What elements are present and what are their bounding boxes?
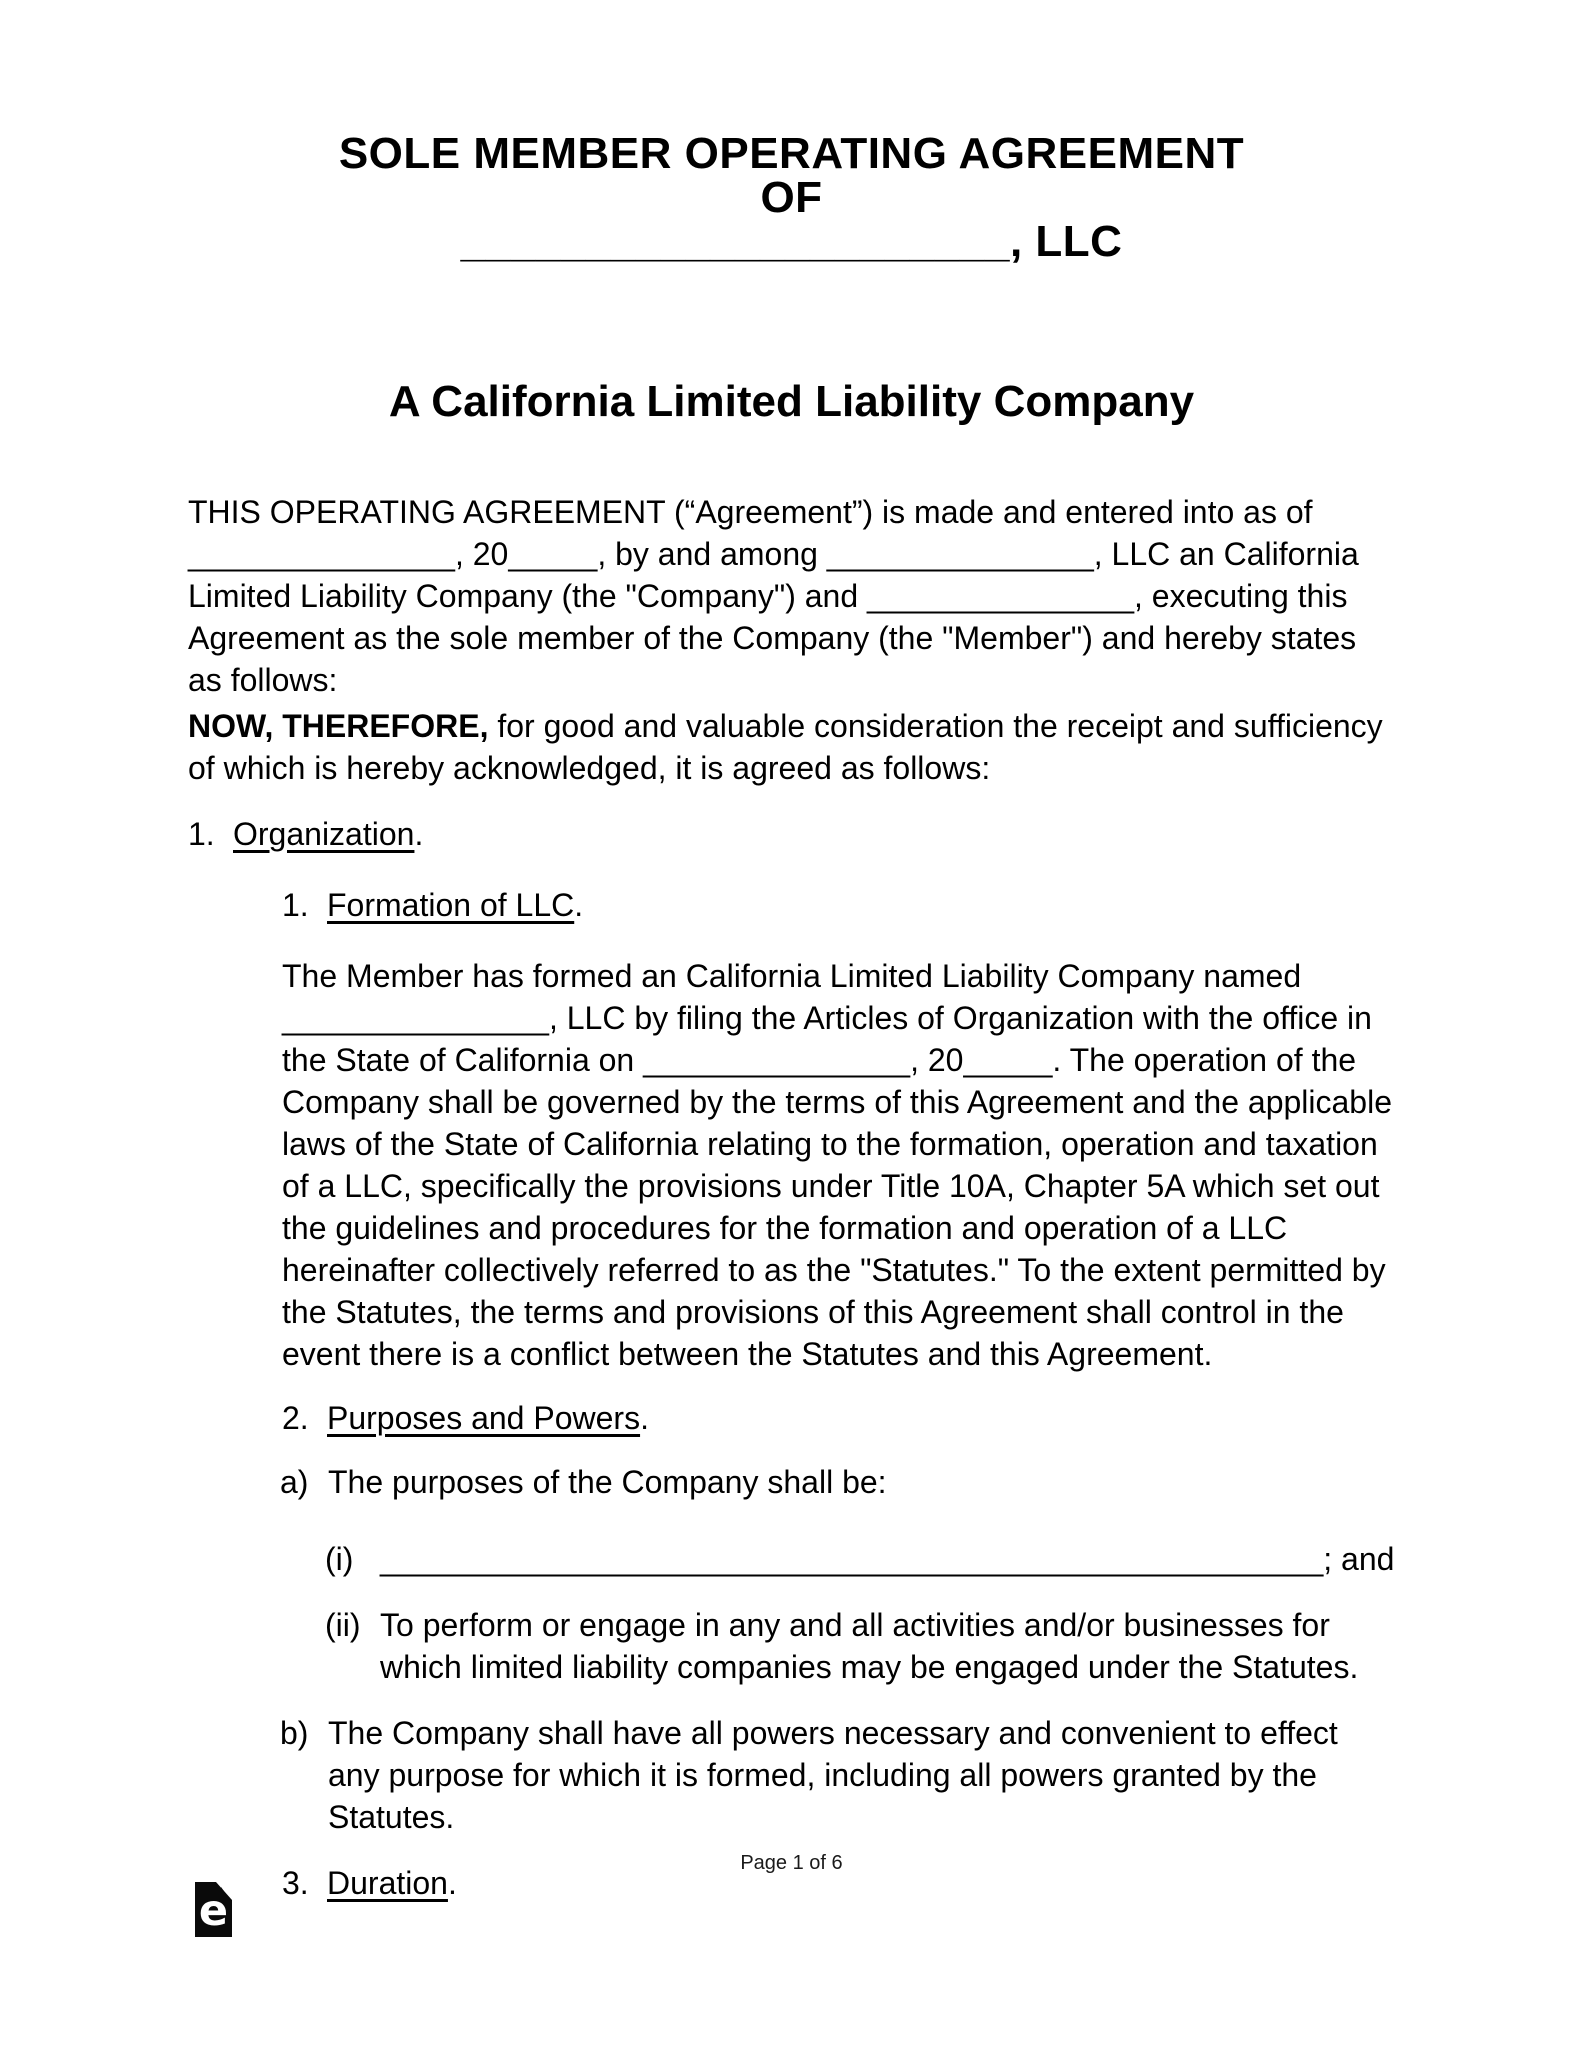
section-organization-period: . — [414, 816, 424, 852]
section-organization-heading: Organization — [233, 816, 415, 852]
subsection-formation-heading: Formation of LLC — [327, 887, 575, 923]
clause-b-marker: b) — [280, 1715, 309, 1751]
page-title — [188, 129, 1395, 266]
document-subtitle: A California Limited Liability Company — [388, 377, 1195, 426]
formation-paragraph: The Member has formed an California Limited Liability Company named _______________, LLC by filing the Articles of Organization with the office in the State of California on _______________, 20_____. The operation of the Company shall be governed by the terms of this Agreement and the applicable laws of the State of California relating to the formation, operation and taxation of a LLC, specifically the provisions under Title 10A, Chapter 5A which set out the guidelines and procedures for the formation and operation of a LLC hereinafter collectively referred to as the "Statutes." To the extent permitted by the Statutes, the terms and provisions of this Agreement shall control in the event there is a conflict between the Statutes and this Agreement. — [282, 958, 1392, 1372]
clause-a-marker: a) — [280, 1464, 309, 1500]
now-therefore-paragraph — [188, 705, 1395, 789]
clause-i — [188, 1538, 1395, 1580]
clause-b-text: The Company shall have all powers necessary and convenient to effect any purpose for which it is formed, including all powers granted by the Statutes. — [328, 1715, 1338, 1835]
subsection-purposes-period: . — [640, 1400, 649, 1436]
clause-ii — [188, 1604, 1395, 1688]
document-body — [188, 491, 1395, 1904]
subsection-duration-number: 3. — [282, 1865, 309, 1901]
clause-a — [188, 1461, 1395, 1503]
section-organization — [188, 813, 1395, 855]
clause-ii-text: To perform or engage in any and all activities and/or businesses for which limited liability companies may be engaged under the Statutes. — [380, 1607, 1359, 1685]
section-organization-number: 1. — [188, 816, 215, 852]
subsection-formation-number: 1. — [282, 887, 309, 923]
subsection-purposes-number: 2. — [282, 1400, 309, 1436]
company-name-blank: ______________________ — [460, 217, 1010, 266]
intro-paragraph: THIS OPERATING AGREEMENT (“Agreement”) is made and entered into as of _______________, 20_____, by and among _______________, LLC an California Limited Liability Company (the "Company") and _______________, executing this Agreement as the sole member of the Company (the "Member") and hereby states as follows: — [188, 494, 1359, 698]
subsection-duration-period: . — [447, 1865, 457, 1901]
clause-i-suffix: ; and — [1323, 1541, 1395, 1577]
subsection-formation-period: . — [574, 887, 584, 923]
now-therefore-lead: NOW, THEREFORE, — [188, 708, 489, 744]
subsection-duration-heading: Duration — [327, 1865, 448, 1901]
clause-a-text: The purposes of the Company shall be: — [328, 1464, 887, 1500]
clause-i-marker: (i) — [325, 1541, 354, 1577]
logo-letter: e — [198, 1886, 229, 1936]
eforms-document-logo-icon — [195, 1882, 232, 1937]
title-line-1: SOLE MEMBER OPERATING AGREEMENT — [338, 129, 1245, 178]
subsection-formation — [188, 884, 1395, 926]
title-line-2: OF — [760, 173, 823, 222]
subsection-purposes — [188, 1397, 1395, 1439]
clause-i-blank-field: _____________________________________________________ — [380, 1541, 1324, 1577]
title-llc-suffix: , LLC — [1009, 217, 1123, 266]
now-therefore-rest: for good and valuable consideration the receipt and sufficiency of which is hereby acknowledged, it is agreed as follows: — [188, 708, 1383, 786]
clause-b — [188, 1712, 1395, 1838]
subsection-purposes-heading: Purposes and Powers — [327, 1400, 641, 1436]
clause-ii-marker: (ii) — [325, 1607, 361, 1643]
page-number: Page 1 of 6 — [740, 1852, 843, 1874]
